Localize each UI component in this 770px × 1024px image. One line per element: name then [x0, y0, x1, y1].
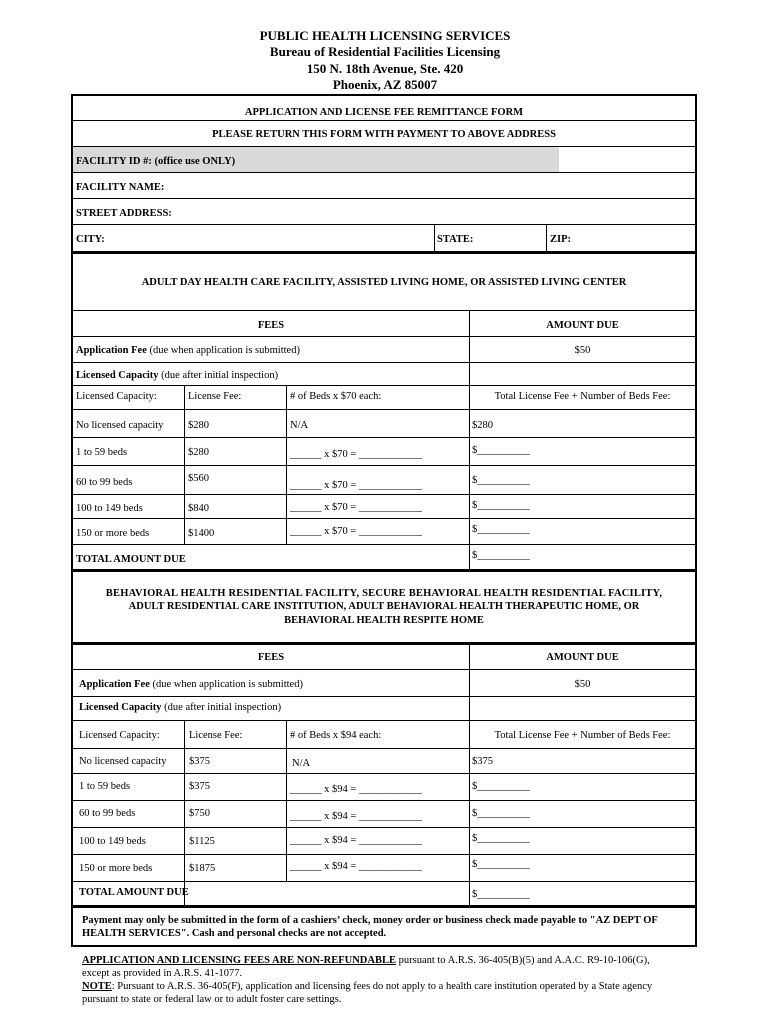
section1-col-total: Total License Fee + Number of Beds Fee:: [494, 391, 671, 402]
section2-application-fee-note: (due when application is submitted): [149, 679, 303, 690]
divider: [73, 494, 695, 495]
table-row-beds-input[interactable]: ______ x $94 = ____________: [290, 811, 422, 822]
section1-application-fee-label: Application Fee: [76, 345, 147, 356]
divider: [73, 310, 695, 311]
zip-field[interactable]: ZIP:: [550, 234, 571, 245]
divider: [546, 225, 547, 252]
table-row-beds-input[interactable]: ______ x $70 = ____________: [290, 526, 422, 537]
facility-name-field[interactable]: FACILITY NAME:: [76, 182, 165, 193]
divider: [73, 827, 695, 828]
divider: [73, 569, 695, 572]
state-field[interactable]: STATE:: [437, 234, 474, 245]
section2-total-label: TOTAL AMOUNT DUE: [79, 887, 189, 898]
city-field[interactable]: CITY:: [76, 234, 105, 245]
table-row-capacity: 1 to 59 beds: [76, 447, 128, 458]
section1-col-capacity: Licensed Capacity:: [76, 391, 157, 402]
exemption-note: [82, 980, 672, 1006]
divider: [73, 518, 695, 519]
table-row-capacity: 60 to 99 beds: [76, 477, 133, 488]
section1-licensed-capacity-note: (due after initial inspection): [158, 370, 279, 381]
section2-title-line-3: BEHAVIORAL HEALTH RESPITE HOME: [284, 615, 484, 626]
divider: [73, 385, 695, 386]
table-row-beds-input[interactable]: ______ x $70 = ____________: [290, 449, 422, 460]
header-line-1: PUBLIC HEALTH LICENSING SERVICES: [259, 28, 511, 43]
table-row-total: $375: [472, 756, 493, 767]
divider: [73, 881, 695, 882]
note-text: : Pursuant to A.R.S. 36-405(F), application and licensing fees do not apply to a health care institution operated by a State agency pursuant to state or federal law or to adult foster care settings.: [82, 981, 653, 1005]
section2-amount-due-header: AMOUNT DUE: [546, 652, 619, 663]
divider: [469, 545, 470, 570]
divider: [73, 905, 695, 908]
table-row-total-input[interactable]: $__________: [472, 781, 530, 792]
section1-application-amount: $50: [574, 345, 591, 356]
table-row-beds-input[interactable]: ______ x $94 = ____________: [290, 784, 422, 795]
section2-col-license-fee: License Fee:: [189, 730, 243, 741]
section1-col-beds: # of Beds x $70 each:: [290, 391, 382, 402]
divider: [73, 748, 695, 749]
section1-application-fee-note: (due when application is submitted): [146, 345, 300, 356]
divider: [73, 120, 695, 121]
table-row-fee: $280: [188, 420, 209, 431]
divider: [73, 696, 695, 697]
section2-total-input[interactable]: $__________: [472, 889, 530, 900]
section1-licensed-capacity-label: Licensed Capacity: [76, 370, 159, 381]
section1-title: ADULT DAY HEALTH CARE FACILITY, ASSISTED LIVING HOME, OR ASSISTED LIVING CENTER: [141, 277, 627, 288]
table-row-total-input[interactable]: $__________: [472, 500, 530, 511]
facility-id-label: FACILITY ID #: (office use ONLY): [76, 156, 236, 167]
section1-col-license-fee: License Fee:: [188, 391, 242, 402]
return-note: PLEASE RETURN THIS FORM WITH PAYMENT TO ABOVE ADDRESS: [212, 129, 556, 140]
section1-total-label: TOTAL AMOUNT DUE: [76, 554, 186, 565]
divider: [73, 773, 695, 774]
table-row-fee: $560: [188, 473, 209, 484]
divider: [73, 642, 695, 645]
non-refundable-note: [82, 954, 672, 980]
divider: [73, 409, 695, 410]
section2-application-fee: [79, 679, 303, 691]
divider: [73, 669, 695, 670]
section2-col-total: Total License Fee + Number of Beds Fee:: [494, 730, 671, 741]
header-line-2: Bureau of Residential Facilities Licensing: [269, 44, 501, 59]
table-row-capacity: 150 or more beds: [76, 528, 150, 539]
section2-title-line-2: ADULT RESIDENTIAL CARE INSTITUTION, ADULT BEHAVIORAL HEALTH THERAPEUTIC HOME, OR: [128, 601, 640, 612]
section2-title-line-1: BEHAVIORAL HEALTH RESIDENTIAL FACILITY, SECURE BEHAVIORAL HEALTH RESIDENTIAL FACILITY,: [105, 588, 663, 599]
header-line-3: 150 N. 18th Avenue, Ste. 420: [306, 61, 464, 76]
divider: [73, 251, 695, 254]
table-row-fee: $840: [188, 503, 209, 514]
table-row-fee: $1125: [189, 836, 215, 847]
payment-note: Payment may only be submitted in the form of a cashiers’ check, money order or business check made payable to "AZ DEPT OF HEALTH SERVICES". Cash and personal checks are not accepted.: [82, 915, 658, 939]
table-row-capacity: 100 to 149 beds: [76, 503, 143, 514]
table-row-beds-input[interactable]: ______ x $70 = ____________: [290, 480, 422, 491]
section2-application-fee-label: Application Fee: [79, 679, 150, 690]
non-refundable-label: APPLICATION AND LICENSING FEES ARE NON-REFUNDABLE: [82, 955, 396, 966]
table-row-total-input[interactable]: $__________: [472, 833, 530, 844]
table-row-total: $280: [472, 420, 493, 431]
table-row-total-input[interactable]: $__________: [472, 808, 530, 819]
section2-col-capacity: Licensed Capacity:: [79, 730, 160, 741]
section2-licensed-capacity-label: Licensed Capacity: [79, 702, 162, 713]
section1-licensed-capacity: [76, 370, 278, 382]
table-row-total-input[interactable]: $__________: [472, 445, 530, 456]
note-label: NOTE: [82, 981, 112, 992]
section2-col-beds: # of Beds x $94 each:: [290, 730, 382, 741]
divider: [73, 720, 695, 721]
table-row-fee: $750: [189, 808, 210, 819]
table-row-capacity: 150 or more beds: [79, 863, 153, 874]
divider: [434, 225, 435, 252]
street-address-field[interactable]: STREET ADDRESS:: [76, 208, 172, 219]
table-row-total-input[interactable]: $__________: [472, 524, 530, 535]
section2-application-amount: $50: [574, 679, 591, 690]
table-row-capacity: 1 to 59 beds: [79, 781, 131, 792]
table-row-beds-input[interactable]: ______ x $94 = ____________: [290, 861, 422, 872]
section1-amount-due-header: AMOUNT DUE: [546, 320, 619, 331]
table-row-capacity: No licensed capacity: [79, 756, 167, 767]
table-row-fee: $280: [188, 447, 209, 458]
divider: [73, 465, 695, 466]
divider: [73, 544, 695, 545]
table-row-total-input[interactable]: $__________: [472, 859, 530, 870]
table-row-beds-input[interactable]: ______ x $70 = ____________: [290, 502, 422, 513]
divider: [73, 172, 695, 173]
section2-licensed-capacity: [79, 702, 281, 714]
divider: [73, 336, 695, 337]
divider: [73, 854, 695, 855]
section1-total-input[interactable]: $__________: [472, 550, 530, 561]
table-row-capacity: No licensed capacity: [76, 420, 164, 431]
divider: [73, 224, 695, 225]
header-line-4: Phoenix, AZ 85007: [332, 77, 438, 92]
non-refundable-text: pursuant to A.R.S. 36-405(B)(5) and A.A.C. R9-10-106(G), except as provided in A.R.S. 41-1077.: [82, 955, 650, 979]
table-row-beds-input[interactable]: ______ x $94 = ____________: [290, 835, 422, 846]
divider: [73, 437, 695, 438]
table-row-fee: $1400: [188, 528, 215, 539]
table-row-fee: $1875: [189, 863, 216, 874]
divider: [73, 362, 695, 363]
table-row-total-input[interactable]: $__________: [472, 475, 530, 486]
divider: [73, 800, 695, 801]
table-row-fee: $375: [189, 756, 210, 767]
section1-application-fee: [76, 345, 300, 357]
table-row-capacity: 60 to 99 beds: [79, 808, 136, 819]
form-title: APPLICATION AND LICENSE FEE REMITTANCE FORM: [244, 107, 524, 118]
section2-fees-header: FEES: [257, 652, 285, 663]
table-row-beds: N/A: [292, 758, 311, 769]
divider: [286, 721, 287, 881]
divider: [73, 198, 695, 199]
table-row-beds: N/A: [290, 420, 309, 431]
section2-licensed-capacity-note: (due after initial inspection): [161, 702, 282, 713]
section1-fees-header: FEES: [257, 320, 285, 331]
table-row-fee: $375: [189, 781, 210, 792]
table-row-capacity: 100 to 149 beds: [79, 836, 146, 847]
